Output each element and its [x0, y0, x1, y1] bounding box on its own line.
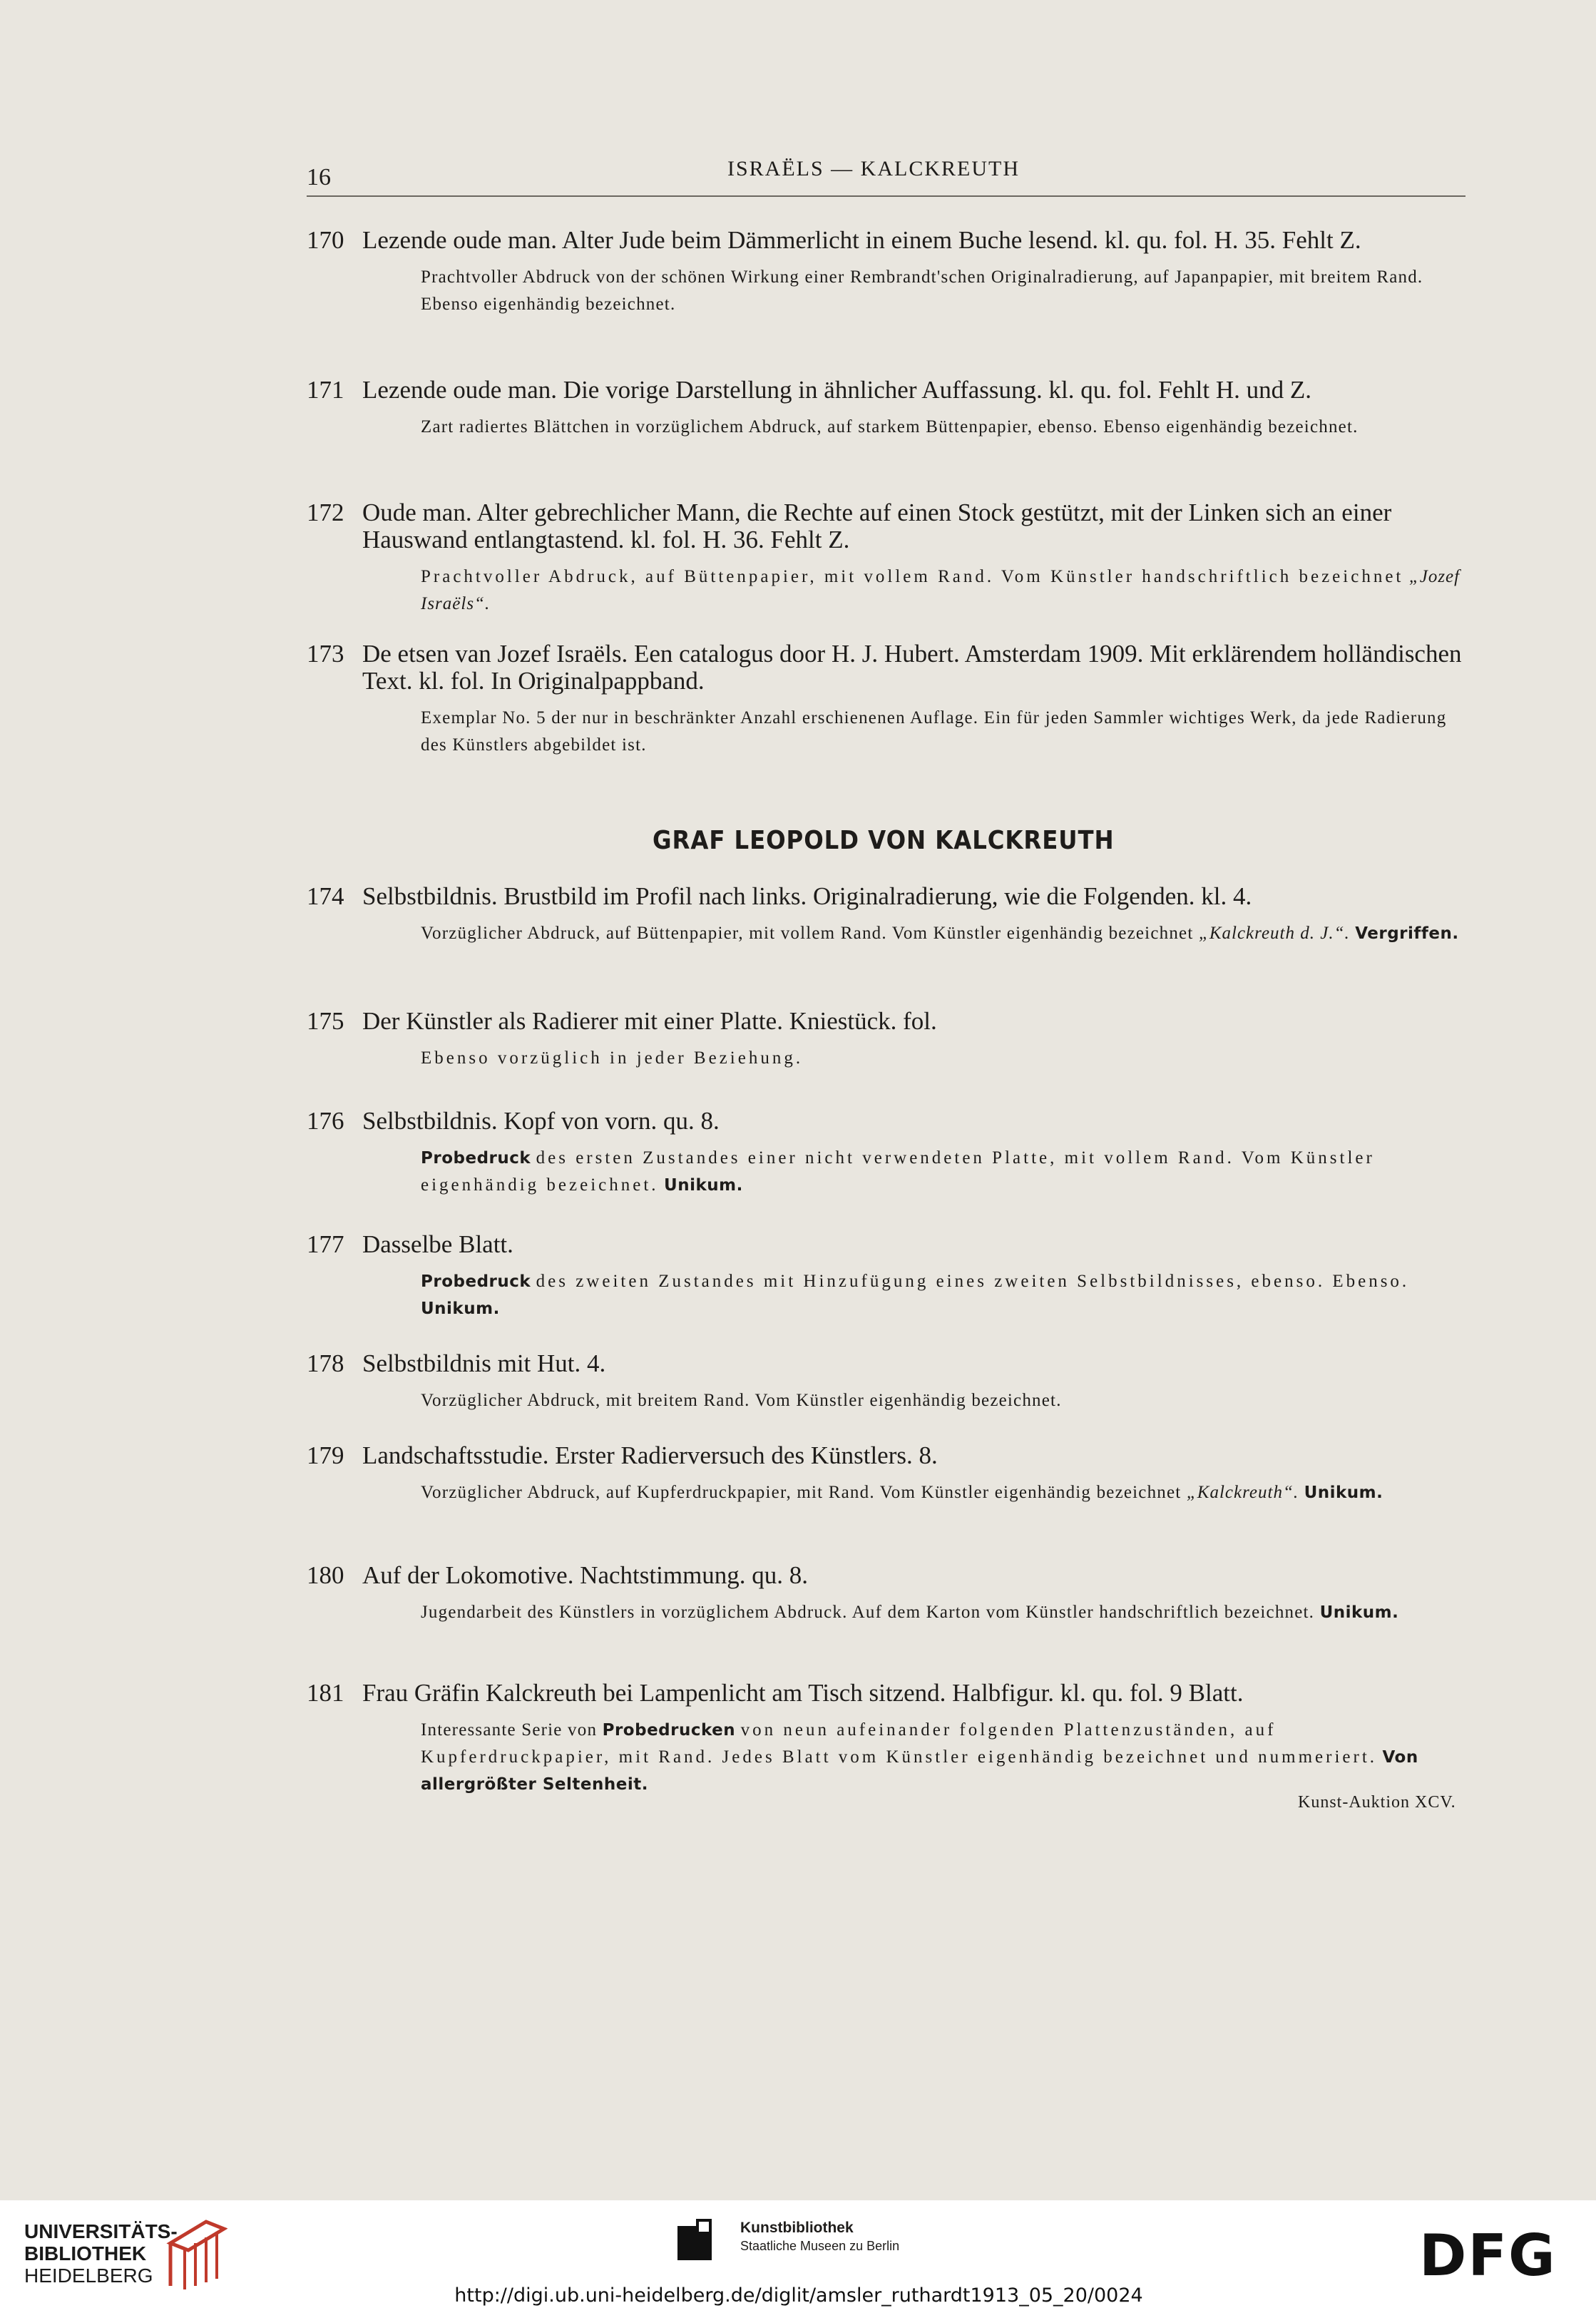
entry-note-text: von neun aufeinander folgenden Plattenzuständen, auf Kupferdruckpapier, mit Rand. Jedes Blatt vom Künstler eigenhändig bezeichnet und nummeriert. — [421, 1720, 1378, 1767]
entry-number: 171 — [307, 376, 344, 404]
entry-note-text: Zart radiertes Blättchen in vorzüglichem Abdruck, auf starkem Büttenpapier, ebenso. Ebenso eigenhändig bezeichnet. — [421, 417, 1359, 436]
entry-number: 175 — [307, 1007, 344, 1035]
catalogue-entry-173 — [307, 640, 1473, 759]
entry-description: De etsen van Jozef Israëls. Een catalogus door H. J. Hubert. Amsterdam 1909. Mit erklärendem holländischen Text. kl. fol. In Originalpappband. — [362, 640, 1462, 695]
kunstbibliothek-title: Kunstbibliothek — [740, 2220, 854, 2236]
dfg-logo[interactable]: DFG — [1419, 2222, 1557, 2289]
kunstbibliothek-mark-icon — [677, 2219, 726, 2267]
catalogue-entry-175 — [307, 1008, 1473, 1072]
entry-description: Selbstbildnis. Brustbild im Profil nach links. Originalradierung, wie die Folgenden. kl. 4. — [362, 882, 1252, 910]
entry-note-proof-label: Probedruck — [421, 1149, 531, 1168]
catalogue-entry-178 — [307, 1350, 1473, 1414]
catalogue-entry-180 — [307, 1562, 1473, 1626]
entry-number: 174 — [307, 882, 344, 910]
entry-note-remark: Unikum. — [664, 1176, 743, 1195]
entry-note — [421, 264, 1473, 318]
catalogue-entry-172 — [307, 499, 1473, 618]
running-head — [307, 155, 1465, 197]
entry-description: Lezende oude man. Die vorige Darstellung in ähnlicher Auffassung. kl. qu. fol. Fehlt H. und Z. — [362, 376, 1311, 404]
entry-note-text: Vorzüglicher Abdruck, auf Büttenpapier, mit vollem Rand. Vom Künstler eigenhändig bezeichnet — [421, 924, 1194, 943]
entry-note — [421, 563, 1473, 618]
entry-description: Frau Gräfin Kalckreuth bei Lampenlicht am Tisch sitzend. Halbfigur. kl. qu. fol. 9 Blatt. — [362, 1679, 1244, 1707]
entry-note-signature: „Jozef Israëls“. — [421, 567, 1461, 613]
entry-note-text: Vorzüglicher Abdruck, mit breitem Rand. Vom Künstler eigenhändig bezeichnet. — [421, 1391, 1062, 1410]
entry-note-text: des ersten Zustandes einer nicht verwendeten Platte, mit vollem Rand. Vom Künstler eigenhändig bezeichnet. — [421, 1148, 1375, 1195]
entry-note-proof-label: Probedruck — [421, 1272, 531, 1291]
entry-note-text: Ebenso vorzüglich in jeder Beziehung. — [421, 1048, 804, 1068]
entry-number: 180 — [307, 1561, 344, 1589]
entry-note-proof-label: Probedrucken — [602, 1721, 736, 1740]
running-title: ISRAËLS — KALCKREUTH — [727, 157, 1020, 180]
entry-description: Auf der Lokomotive. Nachtstimmung. qu. 8. — [362, 1561, 809, 1589]
entry-note — [421, 1045, 1473, 1072]
entry-note-remark: Von allergrößter Seltenheit. — [421, 1748, 1418, 1794]
entry-note-text: Prachtvoller Abdruck von der schönen Wirkung einer Rembrandt'schen Originalradierung, auf Japanpapier, mit breitem Rand. Ebenso eigenhändig bezeichnet. — [421, 267, 1423, 314]
entry-number: 170 — [307, 226, 344, 254]
entry-number: 172 — [307, 499, 344, 526]
entry-note-text: Jugendarbeit des Künstlers in vorzüglichem Abdruck. Auf dem Karton vom Künstler handschriftlich bezeichnet. — [421, 1603, 1315, 1622]
entry-description: Oude man. Alter gebrechlicher Mann, die Rechte auf einen Stock gestützt, mit der Linken sich an einer Hauswand entlangtastend. kl. fol. H. 36. Fehlt Z. — [362, 499, 1392, 553]
entry-note — [421, 414, 1473, 441]
entry-note-remark: Unikum. — [421, 1300, 500, 1318]
university-library-name: UNIVERSITÄTS- BIBLIOTHEK HEIDELBERG — [24, 2220, 178, 2287]
entry-note-remark: Unikum. — [1304, 1484, 1383, 1502]
entry-description: Lezende oude man. Alter Jude beim Dämmerlicht in einem Buche lesend. kl. qu. fol. H. 35. Fehlt Z. — [362, 226, 1361, 254]
page-number: 16 — [307, 164, 331, 190]
entry-note — [421, 1717, 1473, 1798]
entry-note-text: Exemplar No. 5 der nur in beschränkter Anzahl erschienenen Auflage. Ein für jeden Sammler wichtiges Werk, da jede Radierung des Künstlers abgebildet ist. — [421, 708, 1447, 755]
entry-note — [421, 1479, 1473, 1506]
entry-description: Dasselbe Blatt. — [362, 1230, 513, 1258]
entry-note-text: des zweiten Zustandes mit Hinzufügung eines zweiten Selbstbildnisses, ebenso. Ebenso. — [536, 1272, 1410, 1291]
entry-note — [421, 1268, 1473, 1322]
entry-note — [421, 1145, 1473, 1199]
catalogue-entry-170 — [307, 227, 1473, 318]
entry-note-signature: „Kalckreuth“. — [1186, 1483, 1299, 1502]
entry-description: Selbstbildnis mit Hut. 4. — [362, 1349, 606, 1377]
catalogue-entry-176 — [307, 1108, 1473, 1199]
catalogue-entry-179 — [307, 1442, 1473, 1506]
entry-note-signature: „Kalckreuth d. J.“. — [1198, 924, 1350, 943]
section-heading: GRAF LEOPOLD VON KALCKREUTH — [653, 826, 1115, 855]
printer-signature: Kunst-Auktion XCV. — [1298, 1793, 1456, 1812]
entry-description: Landschaftsstudie. Erster Radierversuch des Künstlers. 8. — [362, 1441, 938, 1469]
entry-number: 178 — [307, 1349, 344, 1377]
entry-note — [421, 920, 1473, 947]
entry-note-text: Vorzüglicher Abdruck, auf Kupferdruckpapier, mit Rand. Vom Künstler eigenhändig bezeichnet — [421, 1483, 1182, 1502]
catalogue-entry-174 — [307, 883, 1473, 947]
catalogue-entry-177 — [307, 1231, 1473, 1322]
entry-number: 176 — [307, 1107, 344, 1135]
entry-number: 177 — [307, 1230, 344, 1258]
kunstbibliothek-subtitle: Staatliche Museen zu Berlin — [740, 2239, 900, 2253]
entry-description: Selbstbildnis. Kopf von vorn. qu. 8. — [362, 1107, 720, 1135]
entry-note-remark: Unikum. — [1319, 1603, 1399, 1622]
entry-number: 181 — [307, 1679, 344, 1707]
catalogue-entry-181 — [307, 1680, 1473, 1798]
digitization-footer — [0, 2200, 1596, 2313]
catalogue-entry-171 — [307, 377, 1473, 441]
entry-number: 179 — [307, 1441, 344, 1469]
entry-note-remark: Vergriffen. — [1355, 924, 1459, 943]
entry-description: Der Künstler als Radierer mit einer Platte. Kniestück. fol. — [362, 1007, 937, 1035]
entry-note — [421, 705, 1473, 759]
entry-number: 173 — [307, 640, 344, 668]
university-seal-icon — [163, 2215, 227, 2293]
entry-note — [421, 1599, 1473, 1626]
entry-note — [421, 1387, 1473, 1414]
permalink-url[interactable]: http://digi.ub.uni-heidelberg.de/diglit/amsler_ruthardt1913_05_20/0024 — [454, 2284, 1143, 2307]
entry-note-text-intro: Interessante Serie von — [421, 1720, 598, 1740]
entry-note-text: Prachtvoller Abdruck, auf Büttenpapier, mit vollem Rand. Vom Künstler handschriftlich bezeichnet — [421, 567, 1404, 586]
